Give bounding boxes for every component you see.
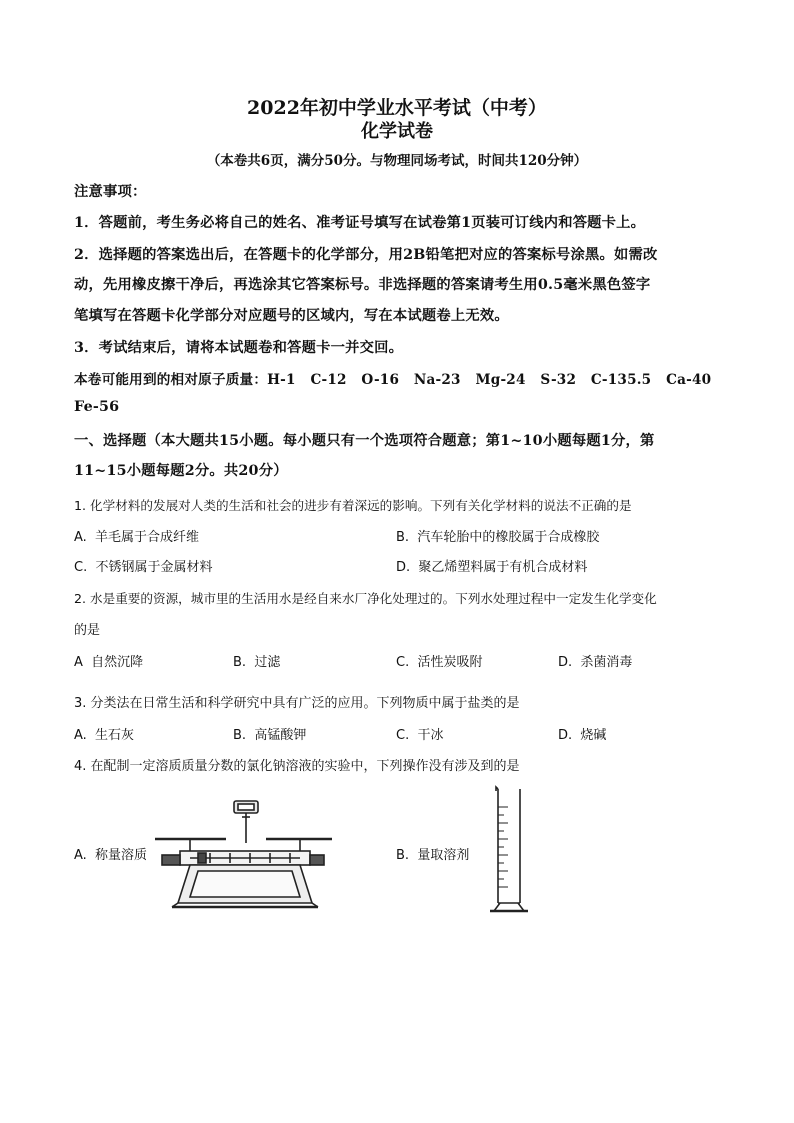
q1-stem: 1. 化学材料的发展对人类的生活和社会的进步有着深远的影响。下列有关化学材料的说法不正确的是 — [74, 498, 632, 513]
note-item-2-line-1: 2．选择题的答案选出后，在答题卡的化学部分，用2B铅笔把对应的答案标号涂黑。如需改 — [74, 247, 658, 263]
section-heading-line-1: 一、选择题（本大题共15小题。每小题只有一个选项符合题意；第1~10小题每题1分，第 — [74, 433, 655, 449]
q3-option-a: A. 生石灰 — [74, 728, 135, 743]
q1-option-d: D. 聚乙烯塑料属于有机合成材料 — [396, 560, 588, 575]
q3-option-b: B. 高锰酸钾 — [233, 728, 307, 743]
atomic-mass-line-1: 本卷可能用到的相对原子质量：H-1 C-12 O-16 Na-23 Mg-24 S-32 C-135.5 Ca-40 — [74, 372, 712, 388]
note-item-3: 3．考试结束后，请将本试题卷和答题卡一并交回。 — [74, 340, 404, 356]
q1-option-a: A. 羊毛属于合成纤维 — [74, 530, 200, 545]
note-item-2-line-3: 笔填写在答题卡化学部分对应题号的区域内，写在本试题卷上无效。 — [74, 308, 509, 324]
q4-option-b: B. 量取溶剂 — [396, 848, 470, 863]
measuring-cylinder-illustration — [486, 785, 531, 917]
subject-title: 化学试卷 — [361, 121, 433, 142]
exam-info: （本卷共6页，满分50分。与物理同场考试，时间共120分钟） — [206, 153, 588, 169]
q3-option-d: D. 烧碱 — [558, 728, 607, 743]
q2-option-a: A 自然沉降 — [74, 655, 144, 670]
section-heading-line-2: 11~15小题每题2分。共20分） — [74, 463, 288, 479]
q1-option-b: B. 汽车轮胎中的橡胶属于合成橡胶 — [396, 530, 600, 545]
balance-scale-illustration — [150, 795, 335, 915]
q1-option-c: C. 不锈钢属于金属材料 — [74, 560, 213, 575]
exam-title: 2022年初中学业水平考试（中考） — [247, 97, 547, 119]
note-item-1: 1．答题前，考生务必将自己的姓名、准考证号填写在试卷第1页装可订线内和答题卡上。 — [74, 215, 646, 231]
atomic-mass-line-2: Fe-56 — [74, 399, 120, 415]
q2-option-d: D. 杀菌消毒 — [558, 655, 633, 670]
notes-heading: 注意事项： — [74, 184, 147, 200]
q2-stem-line-2: 的是 — [74, 623, 101, 638]
q2-option-b: B. 过滤 — [233, 655, 281, 670]
note-item-2-line-2: 动，先用橡皮擦干净后，再选涂其它答案标号。非选择题的答案请考生用0.5毫米黑色签字 — [74, 277, 651, 293]
q2-stem-line-1: 2. 水是重要的资源，城市里的生活用水是经自来水厂净化处理过的。下列水处理过程中一定发生化学变化 — [74, 591, 657, 606]
q4-option-a: A. 称量溶质 — [74, 848, 148, 863]
q3-option-c: C. 干冰 — [396, 728, 444, 743]
q2-option-c: C. 活性炭吸附 — [396, 655, 483, 670]
q3-stem: 3. 分类法在日常生活和科学研究中具有广泛的应用。下列物质中属于盐类的是 — [74, 696, 520, 711]
q4-stem: 4. 在配制一定溶质质量分数的氯化钠溶液的实验中，下列操作没有涉及到的是 — [74, 759, 520, 774]
